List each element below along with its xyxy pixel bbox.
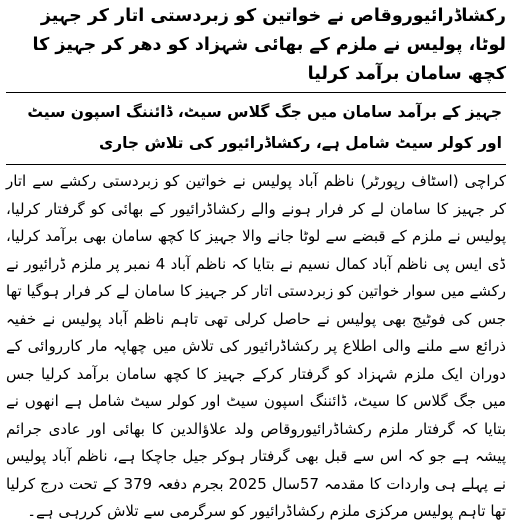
article-body: کراچی (اسٹاف رپورٹر) ناظم آباد پولیس نے خواتین کو زبردستی رکشے سے اتار کر جہیز کا سامان لے کر فرار ہونے والے رکشاڈرائیور کے بھائی کو گرفتار کرلیا، پولیس نے ملزم کے قبضے سے لوٹا جانے والا جہیز کا کچھ سامان بھی برآمد کرلیا، ڈی ایس پی ناظم آباد کمال نسیم نے بتایا کہ ناظم آباد 4 نمبر پر ملزم ڈرائیور نے رکشے میں سوار خواتین کو زبردستی اتار کر جہیز کا سامان لے کر فرار ہوگیا تھا جس کی فوٹیج بھی پولیس نے حاصل کرلی تھی تاہم ناظم آباد پولیس نے خفیہ ذرائع سے ملنے والی اطلاع پر رکشاڈرائیور کی تلاش میں چھاپہ مار کارروائی کے دوران ایک ملزم شہزاد کو گرفتار کرکے جہیز کا کچھ سامان برآمد کرلیا جس میں جگ گلاس کا سیٹ، ڈائننگ اسپون سیٹ اور کولر سیٹ شامل ہے انھوں نے بتایا کہ گرفتار ملزم رکشاڈرائیوروقاص ولد علاؤالدین کا بھائی اور عادی جرائم پیشہ ہے جو کہ اس سے قبل بھی گرفتار ہوکر جیل جاچکا ہے، ناظم آباد پولیس نے پہلے ہی واردات کا مقدمہ 57سال 2025 بجرم دفعہ 379 کے تحت درج کرلیا تھا تاہم پولیس مرکزی ملزم رکشاڈرائیور کو سرگرمی سے تلاش کررہی ہے۔ — [6, 172, 507, 520]
article-headline: رکشاڈرائیوروقاص نے خواتین کو زبردستی اتار کر جہیز لوٹا، پولیس نے ملزم کے بھائی شہزاد کو دھر کر جہیز کا کچھ سامان برآمد کرلیا — [32, 6, 506, 84]
article-subheadline: جہیز کے برآمد سامان میں جگ گلاس سیٹ، ڈائننگ اسپون سیٹ اور کولر سیٹ شامل ہے، رکشاڈرائیور کی تلاش جاری — [27, 103, 502, 152]
